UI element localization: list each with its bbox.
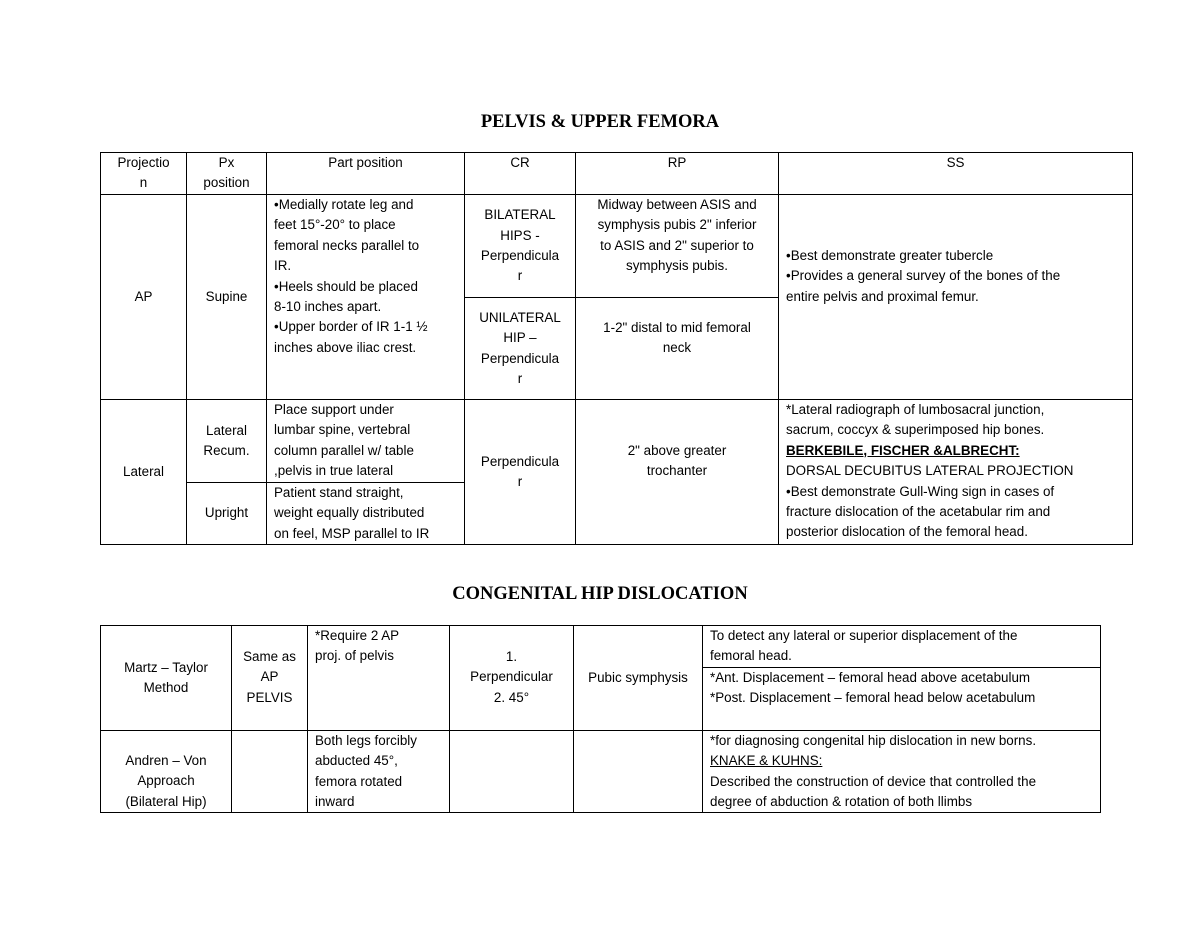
martz-rp: Pubic symphysis xyxy=(574,626,703,731)
martz-ss-bottom: *Ant. Displacement – femoral head above acetabulum *Post. Displacement – femoral head below acetabulum xyxy=(703,667,1101,730)
header-rp: RP xyxy=(576,153,779,195)
header-part-position: Part position xyxy=(267,153,465,195)
martz-px: Same as AP PELVIS xyxy=(232,626,308,731)
ap-rp-unilateral: 1-2" distal to mid femoral neck xyxy=(576,298,779,400)
ap-ss: •Best demonstrate greater tubercle •Provides a general survey of the bones of the entire pelvis and proximal femur. xyxy=(779,195,1133,400)
section-title-pelvis: PELVIS & UPPER FEMORA xyxy=(480,112,720,132)
table-row-martz-top xyxy=(101,626,1101,668)
ap-cr-unilateral: UNILATERAL HIP – Perpendicula r xyxy=(465,298,576,400)
ap-projection: AP xyxy=(101,195,187,400)
table-row-ap-bilateral xyxy=(101,195,1133,298)
lateral-ss: *Lateral radiograph of lumbosacral junction, sacrum, coccyx & superimposed hip bones. BERKEBILE, FISCHER &ALBRECHT: DORSAL DECUBITUS LATERAL PROJECTION •Best demonstrate Gull-Wing sign in cases of fracture dislocation of the acetabular rim and posterior dislocation of the femoral head. xyxy=(779,400,1133,545)
header-cr: CR xyxy=(465,153,576,195)
andren-cr xyxy=(450,730,574,813)
header-projection: Projectio n xyxy=(101,153,187,195)
ap-rp-bilateral: Midway between ASIS and symphysis pubis 2" inferior to ASIS and 2" superior to symphysis pubis. xyxy=(576,195,779,298)
lateral-projection: Lateral xyxy=(101,400,187,545)
andren-ss: *for diagnosing congenital hip dislocation in new borns. KNAKE & KUHNS: Described the construction of device that controlled the degree of abduction & rotation of both llimbs xyxy=(703,730,1101,813)
andren-method: Andren – Von Approach (Bilateral Hip) xyxy=(101,730,232,813)
berkebile-heading: BERKEBILE, FISCHER &ALBRECHT: xyxy=(786,442,1020,458)
table-header-row xyxy=(101,153,1133,195)
lateral-px-recum: Lateral Recum. xyxy=(187,400,267,483)
andren-rp xyxy=(574,730,703,813)
lateral-part-upright: Patient stand straight, weight equally distributed on feel, MSP parallel to IR xyxy=(267,483,465,545)
congenital-table xyxy=(100,625,1101,813)
table-row-lateral-recum xyxy=(101,400,1133,483)
lateral-px-upright: Upright xyxy=(187,483,267,545)
ap-part-position: •Medially rotate leg and feet 15°-20° to place femoral necks parallel to IR. •Heels should be placed 8-10 inches apart. •Upper border of IR 1-1 ½ inches above iliac crest. xyxy=(267,195,465,400)
martz-method: Martz – Taylor Method xyxy=(101,626,232,731)
martz-part: *Require 2 AP proj. of pelvis xyxy=(308,626,450,731)
pelvis-table xyxy=(100,152,1133,545)
ap-px-position: Supine xyxy=(187,195,267,400)
header-ss: SS xyxy=(779,153,1133,195)
lateral-rp: 2" above greater trochanter xyxy=(576,400,779,545)
andren-part: Both legs forcibly abducted 45°, femora rotated inward xyxy=(308,730,450,813)
martz-cr: 1. Perpendicular 2. 45° xyxy=(450,626,574,731)
header-px-position: Px position xyxy=(187,153,267,195)
knake-heading: KNAKE & KUHNS: xyxy=(710,753,823,769)
section-title-congenital: CONGENITAL HIP DISLOCATION xyxy=(452,584,748,604)
lateral-part-recum: Place support under lumbar spine, vertebral column parallel w/ table ,pelvis in true lateral xyxy=(267,400,465,483)
martz-ss-top: To detect any lateral or superior displacement of the femoral head. xyxy=(703,626,1101,668)
andren-px xyxy=(232,730,308,813)
lateral-cr: Perpendicula r xyxy=(465,400,576,545)
ap-cr-bilateral: BILATERAL HIPS - Perpendicula r xyxy=(465,195,576,298)
table-row-andren xyxy=(101,730,1101,813)
